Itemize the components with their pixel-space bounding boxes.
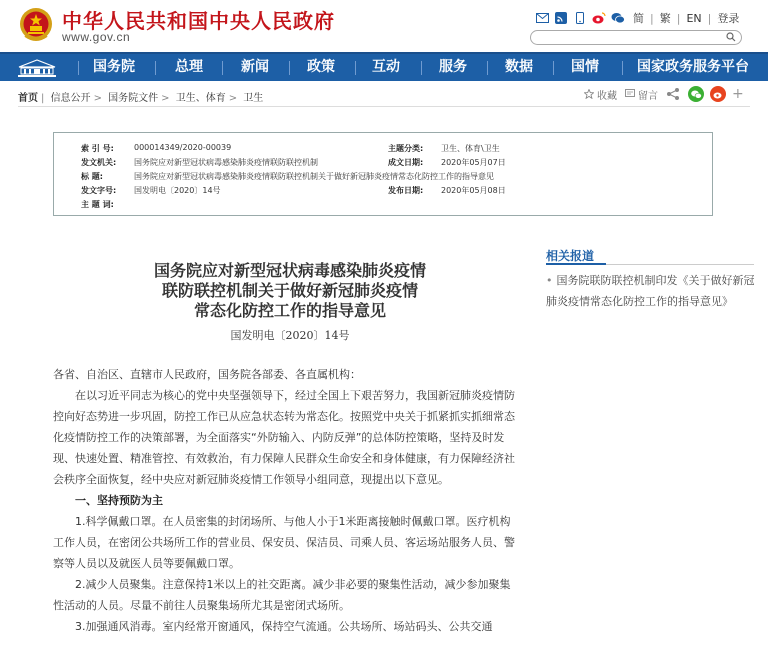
breadcrumb-health[interactable]: 卫生 [243,93,264,104]
star-icon [584,89,594,99]
more-share-icon[interactable]: + [732,86,744,102]
document-body [53,364,515,637]
wechat-icon[interactable] [611,12,625,24]
breadcrumb-info-disclosure[interactable]: 信息公开 [50,93,91,104]
favorite-button[interactable] [584,87,617,102]
message-label: 留言 [638,90,658,102]
divider [78,61,79,75]
salutation: 各省、自治区、直辖市人民政府，国务院各部委、各直属机构： [53,368,361,381]
divider [487,61,488,75]
meta-row [54,157,714,171]
divider [421,61,422,75]
breadcrumb-separator: > [228,93,238,104]
site-header [0,0,768,52]
weibo-icon[interactable] [592,12,606,24]
divider [155,61,156,75]
english-link[interactable]: EN [686,11,702,25]
created-date-label: 成文日期: [388,158,424,167]
doc-no-value: 国发明电〔2020〕14号 [134,186,221,195]
site-title[interactable]: 中华人民共和国中央人民政府 [62,9,335,33]
topic-value: 卫生、体育\卫生 [441,144,500,153]
nav-item-national-conditions[interactable]: 国情 [571,59,599,75]
nav-item-data[interactable]: 数据 [505,59,533,75]
document-title-line: 常态化防控工作的指导意见 [193,301,386,320]
breadcrumb-health-sports[interactable]: 卫生、体育 [175,93,226,104]
issuer-label: 发文机关: [81,158,117,167]
message-button[interactable] [625,87,658,102]
section-heading: 一、坚持预防为主 [75,494,163,507]
paragraph: 1.科学佩戴口罩。在人员密集的封闭场所、与他人小于1米距离接触时佩戴口罩。医疗机构工作人员，在密闭公共场所工作的营业员、保安员、保洁员、司乘人员、客运场站服务人员、警察等人员以及就医人员等要佩戴口罩。 [53,515,515,570]
keywords-label: 主 题 词: [81,200,114,209]
bullet-icon: • [546,274,553,287]
paragraph: 2.减少人员聚集。注意保持1米以上的社交距离。减少非必要的聚集性活动，减少参加聚集性活动的人员。尽量不前往人员聚集场所尤其是密闭式场所。 [53,578,511,612]
paragraph: 在以习近平同志为核心的党中央坚强领导下，经过全国上下艰苦努力，我国新冠肺炎疫情防控向好态势进一步巩固，防控工作已从应急状态转为常态化。按照党中央关于抓紧抓实抓细常态化疫情防控工作的决策部署，为全面落实“外防输入、内防反弹”的总体防控策略，坚持及时发现、快速处置、精准管控、有效救治，有力保障人民群众生命安全和身体健康，有力保障经济社会秩序全面恢复，经中央应对新冠肺炎疫情工作领导小组同意，现提出以下意见。 [53,389,515,486]
paragraph: 3.加强通风消毒。室内经常开窗通风，保持空气流通。公共场所、场站码头、公共交通 [75,620,493,633]
main-nav [0,52,768,81]
nav-item-policy[interactable]: 政策 [307,59,335,75]
nav-item-gov-service-platform[interactable]: 国家政务服务平台 [637,59,749,75]
document-number: 国发明电〔2020〕14号 [230,329,350,342]
index-no-value: 000014349/2020-00039 [134,143,232,152]
divider [18,106,750,107]
utility-bar [535,10,742,26]
breadcrumb-separator: | [41,93,45,104]
site-url[interactable]: www.gov.cn [62,30,131,44]
national-emblem-icon[interactable] [19,6,53,44]
divider: | [707,11,712,25]
document-title-line: 国务院应对新型冠状病毒感染肺炎疫情 [153,261,426,280]
published-date-value: 2020年05月08日 [441,186,506,195]
published-date-label: 发布日期: [388,186,424,195]
divider [622,61,623,75]
heading-underline [546,263,606,265]
breadcrumb-state-council-docs[interactable]: 国务院文件 [108,93,159,104]
favorite-label: 收藏 [597,90,617,102]
divider: | [650,11,654,25]
divider: | [676,11,681,25]
divider [553,61,554,75]
created-date-value: 2020年05月07日 [441,158,506,167]
meta-row [54,185,714,199]
document-meta-table [53,132,713,216]
search-icon[interactable] [726,32,736,42]
simplified-link[interactable]: 简 [633,12,644,25]
related-report-link[interactable] [546,270,756,312]
login-link[interactable]: 登录 [717,12,740,25]
meta-row [54,171,714,185]
home-building-icon[interactable] [12,56,62,81]
divider [289,61,290,75]
title-label: 标 题: [81,172,103,181]
topic-label: 主题分类: [388,144,424,153]
nav-item-premier[interactable]: 总理 [175,59,203,75]
rss-icon[interactable] [554,12,568,24]
meta-row [54,143,714,157]
mail-icon[interactable] [535,12,549,24]
share-link-button[interactable] [666,87,680,101]
nav-item-interaction[interactable]: 互动 [372,59,400,75]
breadcrumb-separator: > [93,93,102,104]
share-icon [666,87,680,101]
breadcrumb [18,89,263,104]
doc-no-label: 发文字号: [81,186,117,195]
breadcrumb-home[interactable]: 首页 [18,93,38,104]
related-reports-heading: 相关报道 [546,249,595,263]
comment-icon [625,89,635,99]
document-title-line: 联防联控机制关于做好新冠肺炎疫情 [161,281,418,300]
breadcrumb-separator: > [161,93,170,104]
weibo-share-icon[interactable] [710,86,726,102]
traditional-link[interactable]: 繁 [659,12,671,25]
related-report-text: 国务院联防联控机制印发《关于做好新冠肺炎疫情常态化防控工作的指导意见》 [546,274,755,308]
search-input[interactable] [530,30,742,45]
title-value: 国务院应对新型冠状病毒感染肺炎疫情联防联控机制关于做好新冠肺炎疫情常态化防控工作的指导意见 [134,172,494,181]
mobile-icon[interactable] [573,12,587,24]
wechat-share-icon[interactable] [688,86,704,102]
share-tools [584,86,752,102]
divider [355,61,356,75]
document-title [112,261,468,321]
nav-item-news[interactable]: 新闻 [241,59,269,75]
index-no-label: 索 引 号: [81,144,114,153]
divider [222,61,223,75]
issuer-value: 国务院应对新型冠状病毒感染肺炎疫情联防联控机制 [134,158,318,167]
nav-item-services[interactable]: 服务 [439,59,467,75]
meta-row [54,199,714,213]
nav-item-state-council[interactable]: 国务院 [93,59,135,75]
